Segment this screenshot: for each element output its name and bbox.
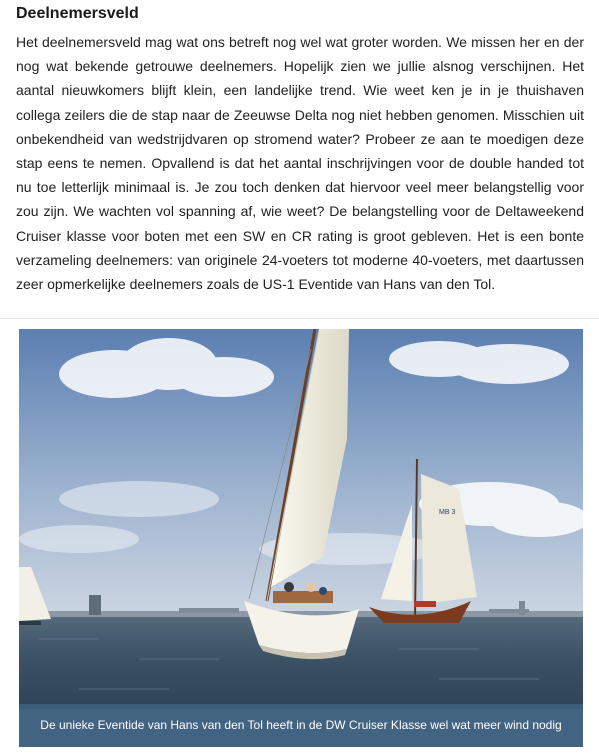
- section-divider: [0, 318, 599, 319]
- article-paragraph: Het deelnemersveld mag wat ons betreft nog wel wat groter worden. We missen her en der nog wat bekende getrouwe deelnemers. Hopelijk zien we jullie alsnog verschijnen. Het aantal nieuwkomers blijft klein, een landelijke trend. Wie weet ken je in je thuishaven collega zeilers die de stap naar de Zeeuwse Delta nog niet hebben genomen. Misschien uit onbekendheid van wedstrijdvaren op stromend water? Probeer ze aan te moedigen deze stap eens te nemen. Opvallend is dat het aantal inschrijvingen voor de double handed tot nu toe letterlijk minimaal is. Je zou toch denken dat hiervoor veel meer belangstellig voor zou zijn. We wachten vol spanning af, wie weet? De belangstelling voor de Deltaweekend Cruiser klasse voor boten met een SW en CR rating is groot gebleven. Het is een bonte verzameling deelnemers: van originele 24-voeters tot moderne 40-voeters, met daartussen zeer opmerkelijke deelnemers zoals de US-1 Eventide van Hans van den Tol.: [16, 34, 584, 293]
- photo-caption: De unieke Eventide van Hans van den Tol heeft in de DW Cruiser Klasse wel wat meer wind nodig: [19, 704, 583, 747]
- photo-figure: [19, 329, 583, 747]
- sailing-photo: [19, 329, 583, 709]
- article-heading: Deelnemersveld: [16, 5, 139, 22]
- sail-number: MB 3: [439, 509, 456, 516]
